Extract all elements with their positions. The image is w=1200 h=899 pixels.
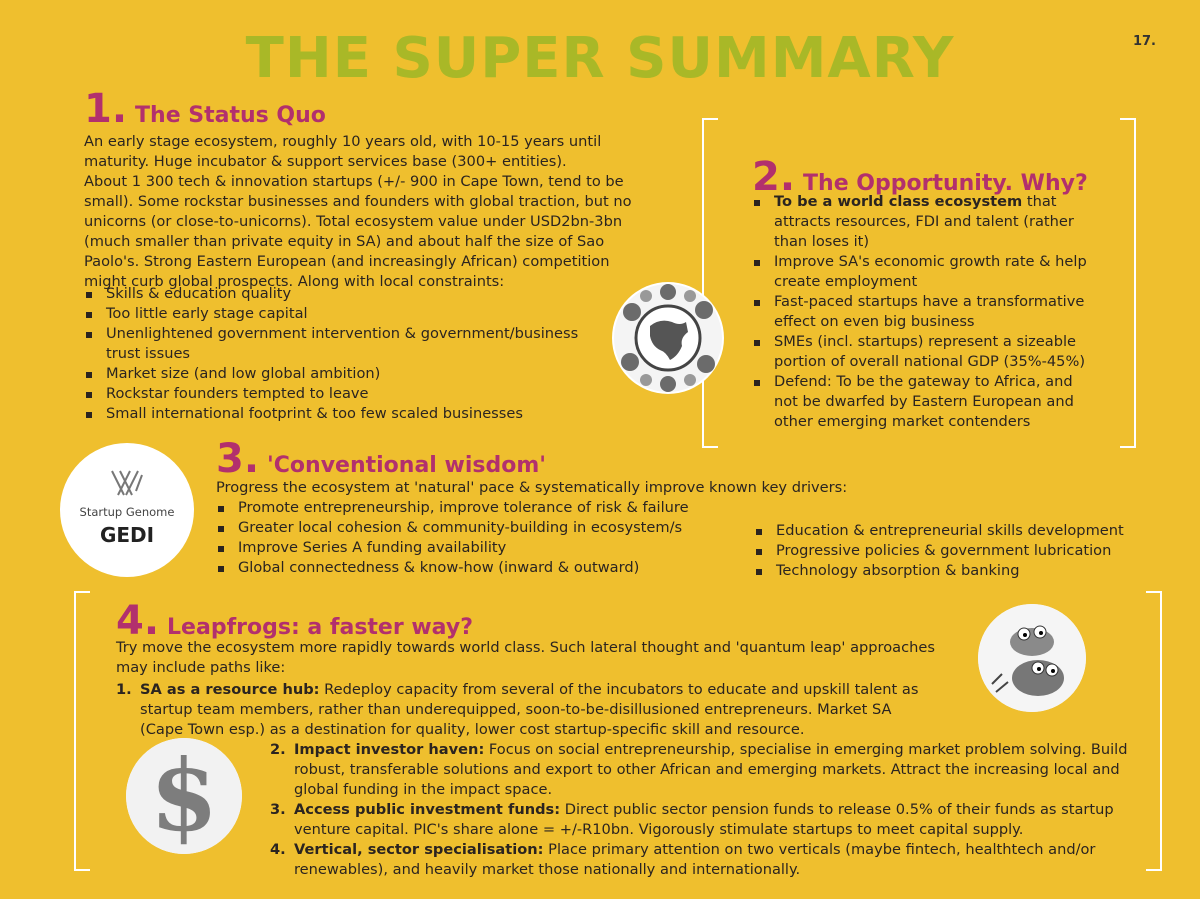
list-item: Defend: To be the gateway to Africa, and not be dwarfed by Eastern European and other emerging market contenders	[752, 372, 1112, 432]
list-item: SMEs (incl. startups) represent a sizeable portion of overall national GDP (35%-45%)	[752, 332, 1112, 372]
list-item: Skills & education quality	[84, 284, 624, 304]
section-3-number: 3.	[216, 436, 260, 482]
left-bracket	[702, 118, 718, 448]
section-1-bullets	[84, 284, 624, 424]
section-3-heading	[216, 436, 546, 482]
list-item: Rockstar founders tempted to leave	[84, 384, 624, 404]
dollar-sign-image	[126, 738, 242, 854]
page-title: THE SUPER SUMMARY	[245, 26, 955, 91]
list-item: 2. Impact investor haven: Focus on social entrepreneurship, specialise in emerging market problem solving. Build robust, transferable solutions and export to other African and emerging markets. Attract the increasing local and global funding in the impact space.	[270, 741, 1128, 798]
section-3-title: 'Conventional wisdom'	[267, 453, 546, 478]
globe-hands-image	[612, 282, 724, 394]
section-3-right-bullets	[754, 521, 1154, 581]
list-item: To be a world class ecosystem that attracts resources, FDI and talent (rather than loses it)	[752, 192, 1112, 252]
leapfrog-image	[978, 604, 1086, 712]
section-4-title: Leapfrogs: a faster way?	[167, 615, 473, 640]
text-line: About 1 300 tech & innovation startups (+/- 900 in Cape Town, tend to be	[84, 173, 624, 190]
logo-text-startup-genome: Startup Genome	[79, 505, 175, 519]
left-bracket	[74, 591, 90, 871]
text-line: might curb global prospects. Along with local constraints:	[84, 273, 505, 290]
section-1-heading	[84, 86, 326, 132]
section-3-intro: Progress the ecosystem at 'natural' pace & systematically improve known key drivers:	[216, 479, 848, 496]
section-2-title: The Opportunity. Why?	[803, 171, 1088, 196]
text-line: maturity. Huge incubator & support services base (300+ entities).	[84, 153, 567, 170]
list-item: 4. Vertical, sector specialisation: Place primary attention on two verticals (maybe fintech, healthtech and/or renewables), and heavily market those nationally and internationally.	[270, 841, 1096, 878]
list-item: 3. Access public investment funds: Direct public sector pension funds to release 0.5% of their funds as startup venture capital. PIC's share alone = +/-R10bn. Vigorously stimulate startups to meet capital supply.	[270, 801, 1114, 838]
section-4-list-b	[270, 740, 1150, 880]
section-4-list-a	[116, 680, 936, 740]
svg-text:$: $	[149, 739, 219, 854]
list-item: Small international footprint & too few scaled businesses	[84, 404, 624, 424]
right-bracket	[1120, 118, 1136, 448]
list-item: Progressive policies & government lubrication	[754, 541, 1154, 561]
text-line: small). Some rockstar businesses and founders with global traction, but no	[84, 193, 632, 210]
list-item: 1. SA as a resource hub: Redeploy capacity from several of the incubators to educate and upskill talent as startup team members, rather than underequipped, soon-to-be-disillusioned entrepreneurs. Market SA (Cape Town esp.) as a destination for quality, lower cost startup-specific skill and resource.	[116, 681, 919, 738]
list-item: Technology absorption & banking	[754, 561, 1154, 581]
page-number: 17.	[1132, 34, 1156, 49]
section-1-title: The Status Quo	[135, 103, 326, 128]
list-item: Education & entrepreneurial skills development	[754, 521, 1154, 541]
text-line: Paolo's. Strong Eastern European (and increasingly African) competition	[84, 253, 610, 270]
list-item: Improve Series A funding availability	[216, 538, 736, 558]
logo-text-gedi: GEDI	[99, 523, 155, 547]
section-4-number: 4.	[116, 598, 160, 644]
list-item: Improve SA's economic growth rate & help create employment	[752, 252, 1112, 292]
section-1-paragraph	[84, 132, 644, 292]
list-item: Fast-paced startups have a transformative effect on even big business	[752, 292, 1112, 332]
section-1-number: 1.	[84, 86, 128, 132]
text-line: An early stage ecosystem, roughly 10 years old, with 10-15 years until	[84, 133, 602, 150]
section-4-intro	[116, 638, 976, 678]
startup-genome-gedi-logo	[60, 443, 194, 577]
list-item: Too little early stage capital	[84, 304, 624, 324]
section-2-bullets	[752, 192, 1112, 432]
genome-logo-icon	[108, 467, 146, 499]
list-item: Promote entrepreneurship, improve tolerance of risk & failure	[216, 498, 736, 518]
section-2-number: 2.	[752, 154, 796, 200]
list-item: Market size (and low global ambition)	[84, 364, 624, 384]
list-item: Global connectedness & know-how (inward & outward)	[216, 558, 736, 578]
list-item: Unenlightened government intervention & government/business trust issues	[84, 324, 624, 364]
text-line: unicorns (or close-to-unicorns). Total ecosystem value under USD2bn-3bn	[84, 213, 623, 230]
list-item: Greater local cohesion & community-building in ecosystem/s	[216, 518, 736, 538]
section-3-left-bullets	[216, 498, 736, 578]
text-line: (much smaller than private equity in SA) and about half the size of Sao	[84, 233, 605, 250]
text-line: Try move the ecosystem more rapidly towards world class. Such lateral thought and 'quantum leap' approaches	[116, 639, 935, 656]
text-line: may include paths like:	[116, 659, 286, 676]
